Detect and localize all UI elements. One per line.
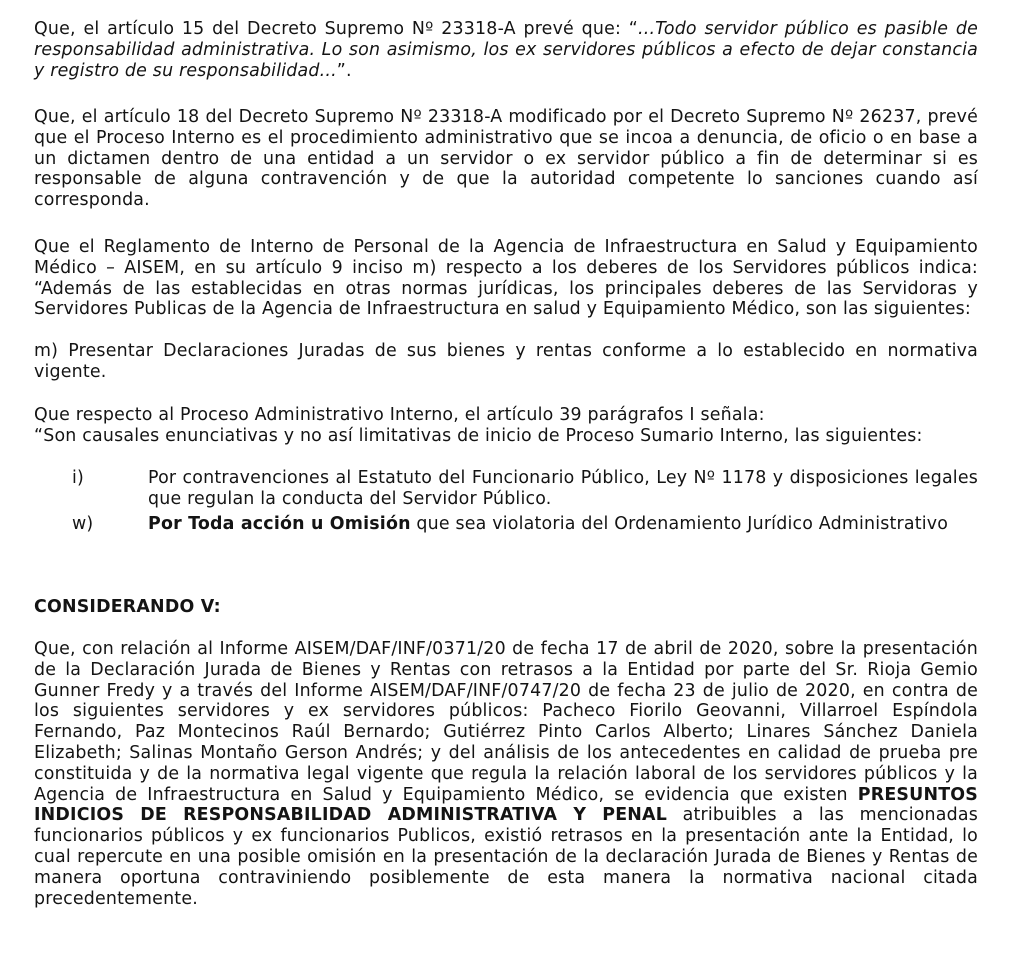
paragraph-article-18: Que, el artículo 18 del Decreto Supremo Nº 23318-A modificado por el Decreto Supremo Nº 26237, prevé que el Proceso Interno es el procedimiento administrativo que se incoa a denuncia, de oficio o en base a un dictamen dentro de una entidad a un servidor o ex servidor público a fin de determinar si es responsable de alguna contravención y de que la autoridad competente lo sanciones cuando así corresponda. (34, 107, 978, 211)
paragraph-article-39: Que respecto al Proceso Administrativo Interno, el artículo 39 parágrafos I señala: (34, 405, 765, 425)
p1-text-end: ”. (336, 60, 352, 81)
list-item-text (148, 468, 978, 510)
section-heading: CONSIDERANDO V: (34, 597, 221, 617)
paragraph-deber-m: m) Presentar Declaraciones Juradas de sus bienes y rentas conforme a lo establecido en normativa vigente. (34, 341, 978, 382)
p5-text-start: Que, con relación al Informe AISEM/DAF/INF/0371/20 de fecha 17 de abril de 2020, sobre la presentación de la Declaración Jurada de Bienes y Rentas con retrasos a la Entidad por parte del Sr. Rioja Gemio Gunner Fredy y a través del Informe AISEM/DAF/INF/0747/20 de fecha 23 de julio de 2020, en contra de los siguientes servidores y ex servidores públicos: Pacheco Fiorilo Geovanni, Villarroel Espíndola Fernando, Paz Montecinos Raúl Bernardo; Gutiérrez Pinto Carlos Alberto; Linares Sánchez Daniela Elizabeth; Salinas Montaño Gerson Andrés; y del análisis de los antecedentes en calidad de prueba pre constituida y de la normativa legal vigente que regula la relación laboral de los servidores públicos y la Agencia de Infraestructura en Salud y Equipamiento Médico, se evidencia que existen (34, 639, 978, 805)
list-item-bold: Por Toda acción u Omisión (148, 514, 411, 534)
paragraph-causales: “Son causales enunciativas y no así limitativas de inicio de Proceso Sumario Interno, las siguientes: (34, 426, 923, 446)
paragraph-considerando-v (34, 639, 978, 909)
p5-bold: PRESUNTOS INDICIOS DE RESPONSABILIDAD ADMINISTRATIVA Y PENAL (34, 784, 978, 826)
p5-text-end: atribuibles a las mencionadas funcionarios públicos y ex funcionarios Publicos, existió retrasos en la presentación ante la Entidad, lo cual repercute en una posible omisión en la presentación de la declaración Jurada de Bienes y Rentas de manera oportuna contraviniendo posiblemente de esta manera la normativa nacional citada precedentemente. (34, 805, 978, 909)
paragraph-article-15 (34, 19, 978, 81)
list-marker: i) (72, 468, 85, 488)
list-marker: w) (72, 514, 94, 534)
list-item-body: que sea violatoria del Ordenamiento Jurídico Administrativo (410, 514, 949, 534)
p1-quote: ...Todo servidor público es pasible de responsabilidad administrativa. Lo son asimismo, los ex servidores públicos a efecto de dejar constancia y registro de su responsabilidad... (34, 19, 978, 81)
p1-text-start: Que, el artículo 15 del Decreto Supremo Nº 23318-A prevé que: “ (34, 19, 638, 39)
list-item-text (148, 514, 978, 535)
list-item-body: Por contravenciones al Estatuto del Funcionario Público, Ley Nº 1178 y disposiciones legales que regulan la conducta del Servidor Público. (148, 468, 978, 509)
paragraph-reglamento: Que el Reglamento de Interno de Personal de la Agencia de Infraestructura en Salud y Equipamiento Médico – AISEM, en su artículo 9 inciso m) respecto a los deberes de los Servidores públicos indica: “Además de las establecidas en otras normas jurídicas, los principales deberes de las Servidoras y Servidores Publicas de la Agencia de Infraestructura en salud y Equipamiento Médico, son las siguientes: (34, 237, 978, 320)
